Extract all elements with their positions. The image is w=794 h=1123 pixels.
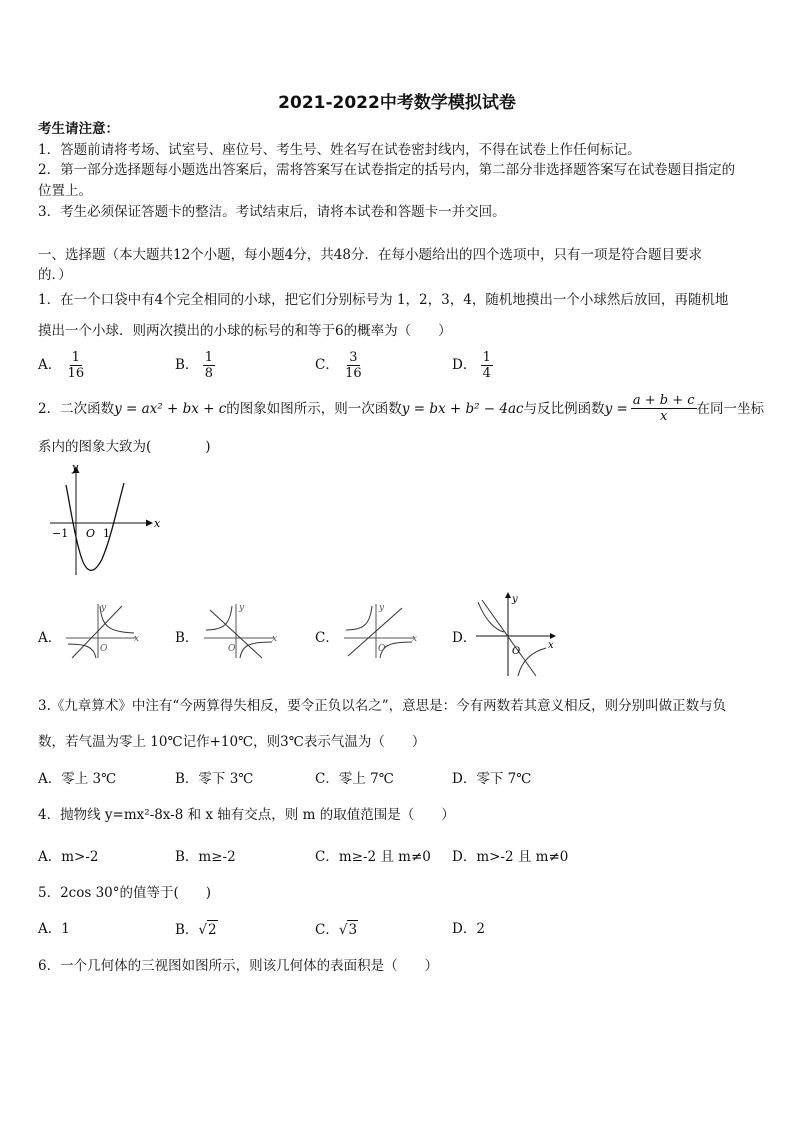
q2-inverse-formula: $\frac{a + b + c}{x}$	[632, 393, 695, 424]
q3-line-b: 数，若气温为零上 10℃记作+10℃，则3℃表示气温为（ ）	[38, 734, 426, 750]
svg-text:x: x	[272, 634, 278, 644]
section-heading-b: 的．）	[38, 267, 72, 283]
notice-line-1: 1．答题前请将考场、试室号、座位号、考生号、姓名写在试卷密封线内，不得在试卷上作任何标记。	[38, 142, 641, 158]
q4-line: 4．抛物线 y=mx²-8x-8 和 x 轴有交点，则 m 的取值范围是（ ）	[38, 807, 455, 823]
q4-option-b[interactable]: B．m≥-2	[175, 849, 236, 865]
svg-text:y: y	[379, 603, 385, 613]
q5-line: 5．2cos 30°的值等于( )	[38, 885, 212, 901]
q1-line-a: 1．在一个口袋中有4个完全相同的小球，把它们分别标号为 1，2，3，4，随机地摸出一个小球然后放回，再随机地	[38, 292, 729, 308]
q5-option-b[interactable]: B． √ 2	[175, 922, 217, 938]
q1-option-a[interactable]: A． $\frac{1}{16}$	[38, 350, 85, 381]
q2-option-a-graph[interactable]	[62, 600, 142, 662]
q2-option-d-graph[interactable]	[474, 592, 556, 678]
svg-text:x: x	[412, 634, 418, 644]
svg-text:O: O	[512, 646, 521, 657]
neg-one-label: −1	[52, 527, 69, 540]
q5-option-d[interactable]: D．2	[452, 921, 485, 937]
svg-text:O: O	[100, 644, 108, 654]
q5-option-c[interactable]: C． √ 3	[315, 922, 358, 938]
origin-label: O	[86, 527, 96, 540]
svg-text:y: y	[512, 594, 518, 605]
q3-line-a: 3.《九章算术》中注有“今两算得失相反，要令正负以名之”，意思是：今有两数若其意义相反，则分别叫做正数与负	[38, 698, 727, 714]
q2-option-b-label[interactable]: B．	[175, 630, 199, 646]
svg-text:x: x	[134, 634, 140, 644]
x-label: x	[154, 517, 161, 530]
q4-option-c[interactable]: C．m≥-2 且 m≠0	[315, 849, 431, 865]
svg-text:y: y	[101, 603, 107, 613]
q1-option-b[interactable]: B． $\frac{1}{8}$	[175, 350, 213, 381]
q3-option-a[interactable]: A．零上 3℃	[38, 771, 117, 787]
q2-option-a-label[interactable]: A．	[38, 630, 62, 646]
q1-option-d[interactable]: D． $\frac{1}{4}$	[452, 350, 491, 381]
svg-text:O: O	[228, 644, 236, 654]
q3-option-c[interactable]: C．零上 7℃	[315, 771, 394, 787]
q2-option-c-graph[interactable]	[340, 600, 420, 662]
q2-line-a: 2．二次函数 y = ax² + bx + c 的图象如图所示，则一次函数 y = bx + b² − 4ac 与反比例函数 y = $\frac{a + b + c}{x}$ 在同一坐标	[38, 393, 765, 424]
y-label: y	[72, 463, 79, 474]
notice-line-2b: 位置上。	[38, 183, 92, 199]
q2-quadratic-formula: y = ax² + bx + c	[114, 400, 227, 417]
svg-text:y: y	[239, 603, 245, 613]
q4-option-a[interactable]: A．m>-2	[38, 849, 99, 865]
svg-text:x: x	[548, 640, 554, 651]
q2-linear-formula: y = bx + b² − 4ac	[401, 400, 524, 417]
q2-option-c-label[interactable]: C．	[315, 630, 339, 646]
notice-line-2a: 2．第一部分选择题每小题选出答案后，需将答案写在试卷指定的括号内，第二部分非选择题答案写在试卷题目指定的	[38, 162, 736, 178]
notice-line-3: 3．考生必须保证答题卡的整洁。考试结束后，请将本试卷和答题卡一并交回。	[38, 204, 506, 220]
page-title: 2021-2022中考数学模拟试卷	[278, 93, 516, 113]
q2-parabola-graph	[48, 463, 166, 581]
sqrt-icon: √ 2	[198, 922, 217, 938]
one-label: 1	[103, 527, 110, 540]
q2-line-b: 系内的图象大致为( )	[38, 439, 211, 455]
q3-option-d[interactable]: D．零下 7℃	[452, 771, 532, 787]
q5-option-a[interactable]: A．1	[38, 921, 70, 937]
q4-option-d[interactable]: D．m>-2 且 m≠0	[452, 849, 569, 865]
sqrt-icon: √ 3	[338, 922, 358, 938]
q3-option-b[interactable]: B．零下 3℃	[175, 771, 254, 787]
notice-heading: 考生请注意：	[38, 121, 119, 137]
q1-option-c[interactable]: C． $\frac{3}{16}$	[315, 350, 362, 381]
svg-text:O: O	[378, 644, 386, 654]
q2-option-d-label[interactable]: D．	[452, 630, 477, 646]
q6-line: 6．一个几何体的三视图如图所示，则该几何体的表面积是（ ）	[38, 958, 439, 974]
section-heading-a: 一、选择题（本大题共12个小题，每小题4分，共48分．在每小题给出的四个选项中，只有一项是符合题目要求	[38, 247, 702, 263]
q2-option-b-graph[interactable]	[200, 600, 280, 662]
q1-line-b: 摸出一个小球．则两次摸出的小球的标号的和等于6的概率为（ ）	[38, 323, 452, 339]
